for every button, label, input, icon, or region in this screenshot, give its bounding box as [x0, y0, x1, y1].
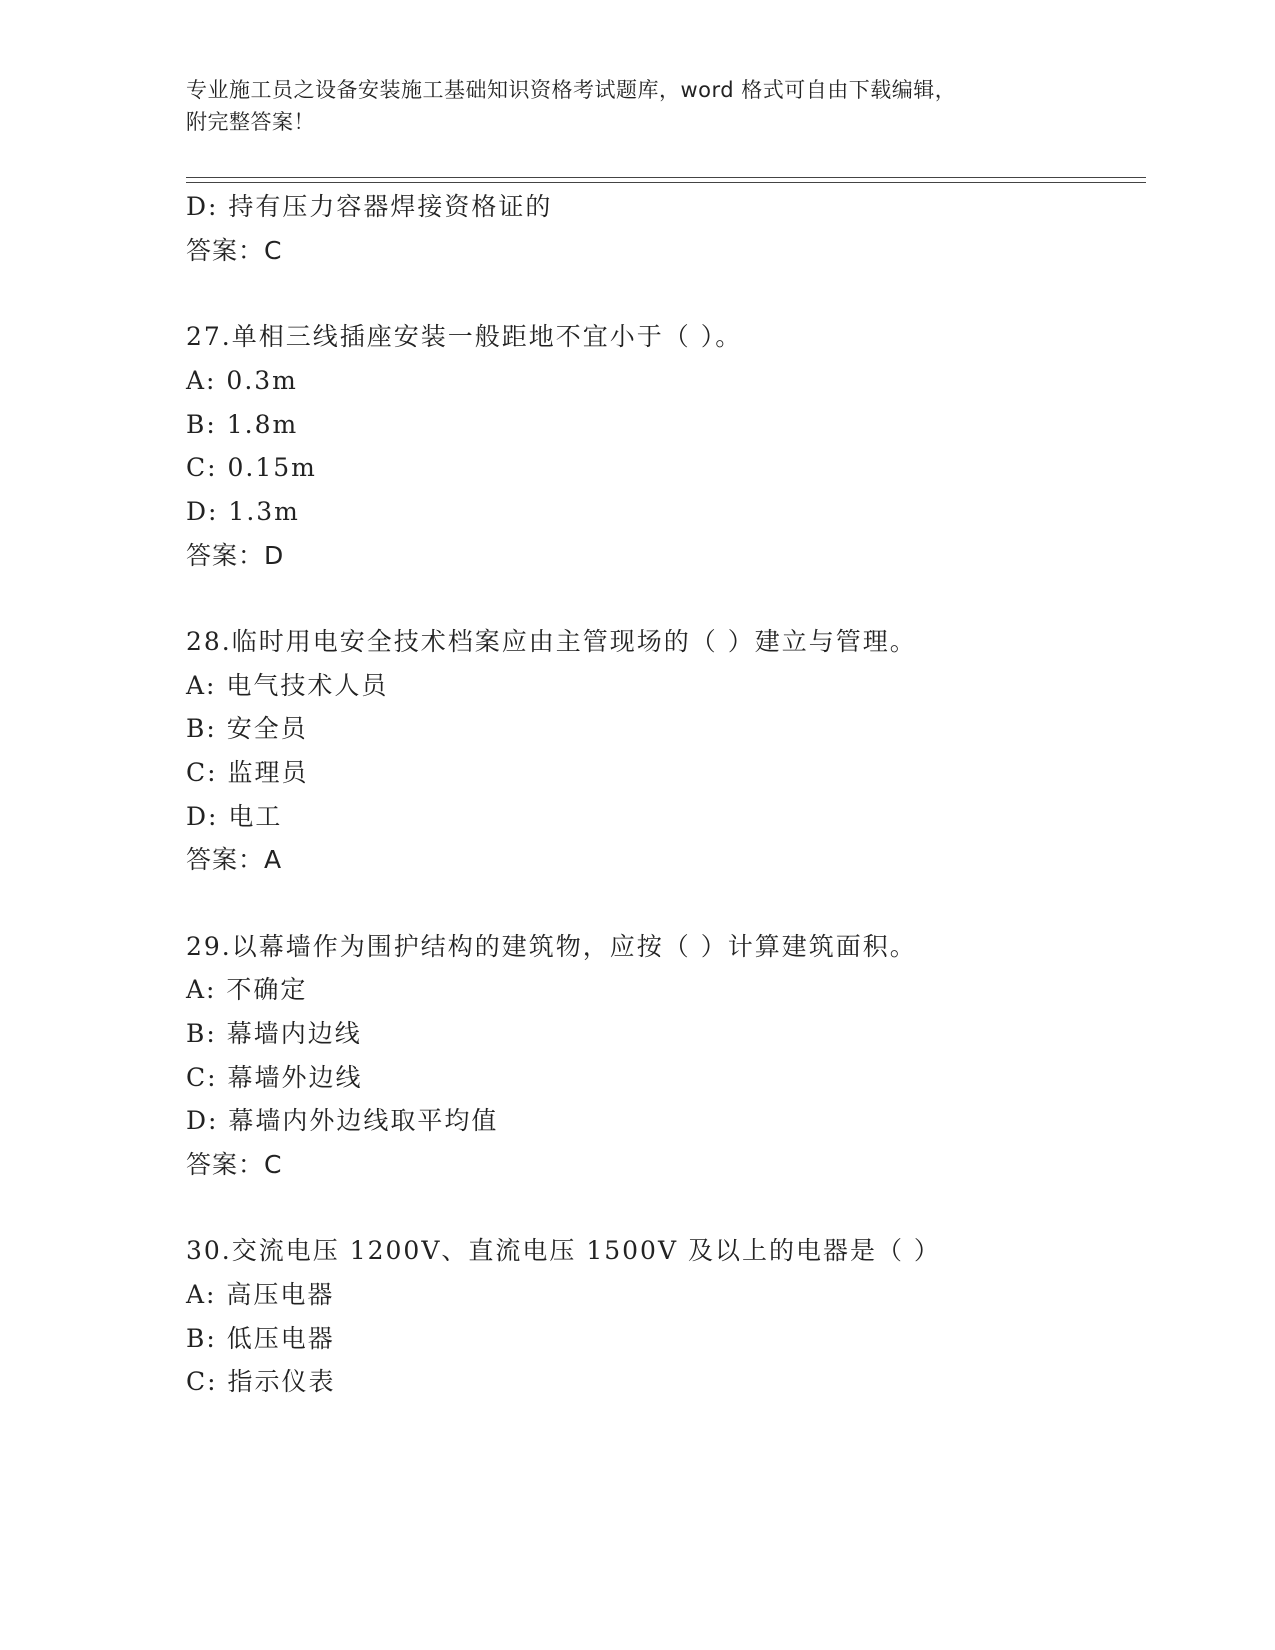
- q28-option-a: A: 电气技术人员: [186, 671, 389, 700]
- q29-option-b: B: 幕墙内边线: [186, 1019, 362, 1048]
- header-line-2: 附完整答案！: [186, 110, 315, 134]
- q27-option-d: D: 1.3m: [186, 497, 300, 526]
- q30-stem: 30.交流电压 1200V、直流电压 1500V 及以上的电器是（ ）: [186, 1236, 941, 1265]
- q29-answer: 答案：C: [186, 1150, 283, 1179]
- q28-option-d: D: 电工: [186, 802, 283, 831]
- q28-answer: 答案：A: [186, 845, 283, 874]
- q28-option-b: B: 安全员: [186, 714, 308, 743]
- q27-answer: 答案：D: [186, 541, 285, 570]
- q29-option-c: C: 幕墙外边线: [186, 1063, 363, 1092]
- q30-option-b: B: 低压电器: [186, 1324, 335, 1353]
- q27-stem: 27.单相三线插座安装一般距地不宜小于（ ）。: [186, 322, 743, 351]
- q29-stem: 29.以幕墙作为围护结构的建筑物，应按（ ）计算建筑面积。: [186, 932, 917, 961]
- header-rule-bottom: [186, 182, 1146, 183]
- document-header: [186, 74, 1086, 138]
- q29-option-a: A: 不确定: [186, 975, 308, 1004]
- q26-option-d: D: 持有压力容器焊接资格证的: [186, 192, 553, 221]
- q30-option-a: A: 高压电器: [186, 1280, 335, 1309]
- q27-option-a: A: 0.3m: [186, 366, 298, 395]
- q26-answer: 答案：C: [186, 236, 283, 265]
- header-line-1: 专业施工员之设备安装施工基础知识资格考试题库，word 格式可自由下载编辑，: [186, 78, 957, 102]
- q30-option-c: C: 指示仪表: [186, 1367, 336, 1396]
- q28-stem: 28.临时用电安全技术档案应由主管现场的（ ）建立与管理。: [186, 627, 917, 656]
- q27-option-c: C: 0.15m: [186, 453, 317, 482]
- header-rule-top: [186, 177, 1146, 178]
- q27-option-b: B: 1.8m: [186, 410, 299, 439]
- q29-option-d: D: 幕墙内外边线取平均值: [186, 1106, 499, 1135]
- q28-option-c: C: 监理员: [186, 758, 309, 787]
